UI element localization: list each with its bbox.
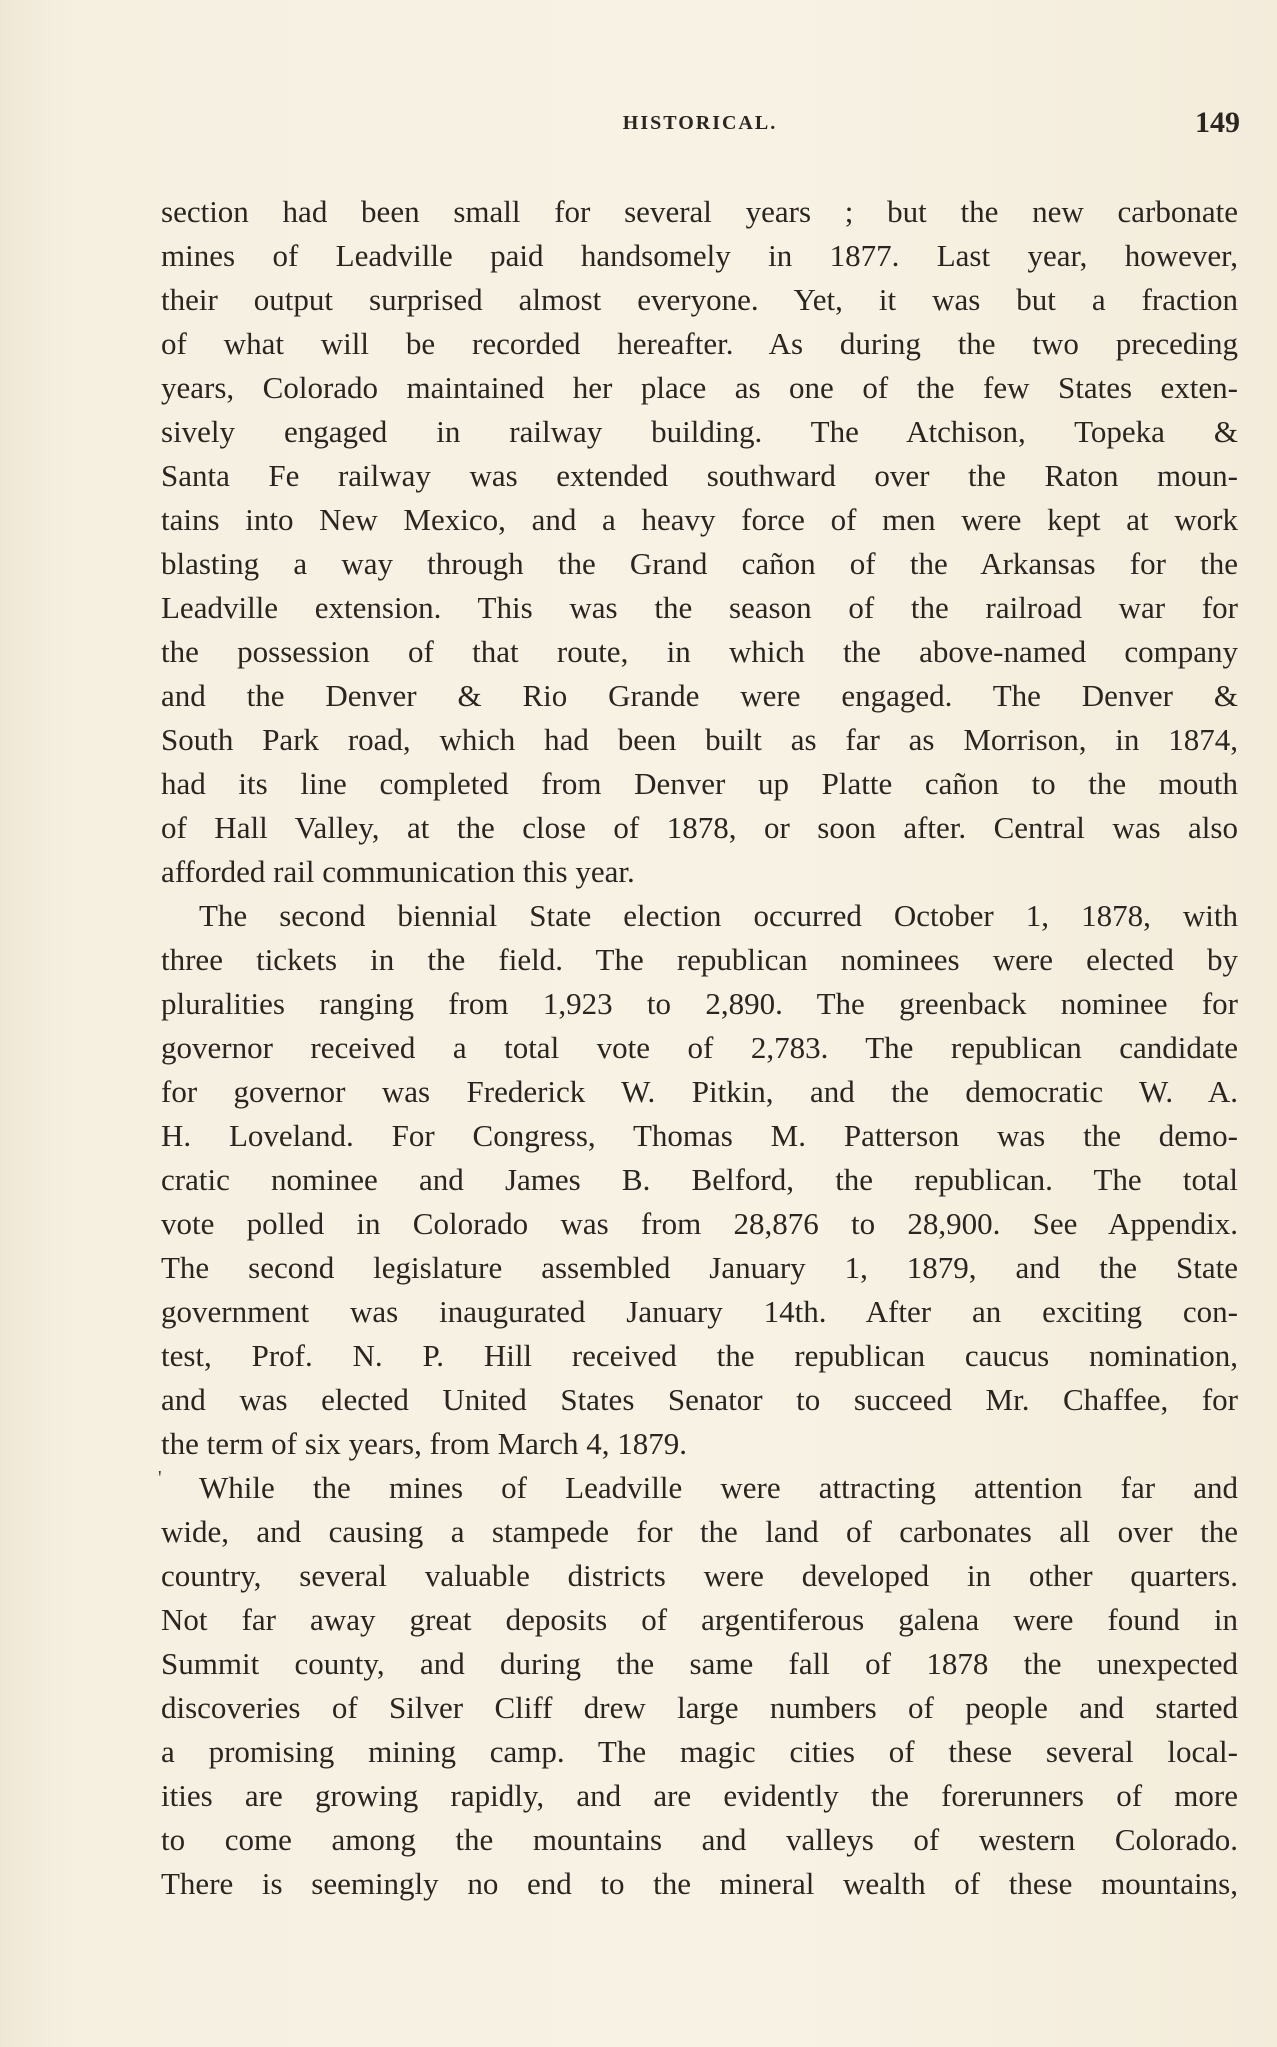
text-line: for governor was Frederick W. Pitkin, and the democratic W. A. xyxy=(161,1074,1238,1109)
running-title: HISTORICAL. xyxy=(622,112,778,134)
text-line: Not far away great deposits of argentiferous galena were found in xyxy=(161,1602,1238,1637)
text-line: of Hall Valley, at the close of 1878, or soon after. Central was also xyxy=(161,810,1238,845)
text-line: a promising mining camp. The magic cities of these several local- xyxy=(161,1734,1238,1769)
text-line: While the mines of Leadville were attracting attention far and xyxy=(199,1470,1238,1505)
text-line: years, Colorado maintained her place as one of the few States exten- xyxy=(161,370,1238,405)
body-text xyxy=(161,190,1238,1906)
text-line: tains into New Mexico, and a heavy force of men were kept at work xyxy=(161,502,1238,537)
text-line: three tickets in the field. The republican nominees were elected by xyxy=(161,942,1238,977)
text-line: discoveries of Silver Cliff drew large numbers of people and started xyxy=(161,1690,1238,1725)
paragraph-2 xyxy=(161,894,1238,1466)
paragraph-3 xyxy=(161,1466,1238,1906)
text-line: pluralities ranging from 1,923 to 2,890. The greenback nominee for xyxy=(161,986,1238,1021)
running-header xyxy=(160,106,1240,152)
text-line: sively engaged in railway building. The Atchison, Topeka & xyxy=(161,414,1238,449)
margin-mark: ' xyxy=(158,1467,162,1489)
text-line: wide, and causing a stampede for the land of carbonates all over the xyxy=(161,1514,1238,1549)
text-line: country, several valuable districts were developed in other quarters. xyxy=(161,1558,1238,1593)
text-line: to come among the mountains and valleys of western Colorado. xyxy=(161,1822,1238,1857)
text-line: The second legislature assembled January 1, 1879, and the State xyxy=(161,1250,1238,1285)
text-line: The second biennial State election occurred October 1, 1878, with xyxy=(199,898,1238,933)
text-line: their output surprised almost everyone. Yet, it was but a fraction xyxy=(161,282,1238,317)
text-line: and was elected United States Senator to succeed Mr. Chaffee, for xyxy=(161,1382,1238,1417)
text-line: mines of Leadville paid handsomely in 1877. Last year, however, xyxy=(161,238,1238,273)
text-line: afforded rail communication this year. xyxy=(161,854,635,889)
text-line: H. Loveland. For Congress, Thomas M. Patterson was the demo- xyxy=(161,1118,1238,1153)
text-line: There is seemingly no end to the mineral wealth of these mountains, xyxy=(161,1866,1238,1901)
text-line: government was inaugurated January 14th. After an exciting con- xyxy=(161,1294,1238,1329)
text-line: South Park road, which had been built as far as Morrison, in 1874, xyxy=(161,722,1238,757)
text-line: blasting a way through the Grand cañon of the Arkansas for the xyxy=(161,546,1238,581)
page-number: 149 xyxy=(1195,106,1240,139)
text-line: test, Prof. N. P. Hill received the republican caucus nomination, xyxy=(161,1338,1238,1373)
text-line: governor received a total vote of 2,783. The republican candidate xyxy=(161,1030,1238,1065)
text-line: cratic nominee and James B. Belford, the republican. The total xyxy=(161,1162,1238,1197)
text-line: Santa Fe railway was extended southward over the Raton moun- xyxy=(161,458,1238,493)
text-line: had its line completed from Denver up Platte cañon to the mouth xyxy=(161,766,1238,801)
text-line: Leadville extension. This was the season of the railroad war for xyxy=(161,590,1238,625)
text-line: section had been small for several years ; but the new carbonate xyxy=(161,194,1238,229)
text-line: the term of six years, from March 4, 1879. xyxy=(161,1426,688,1461)
text-line: the possession of that route, in which the above-named company xyxy=(161,634,1238,669)
text-line: vote polled in Colorado was from 28,876 to 28,900. See Appendix. xyxy=(161,1206,1238,1241)
text-line: Summit county, and during the same fall of 1878 the unexpected xyxy=(161,1646,1238,1681)
text-line: ities are growing rapidly, and are evidently the forerunners of more xyxy=(161,1778,1238,1813)
text-line: of what will be recorded hereafter. As during the two preceding xyxy=(161,326,1238,361)
paragraph-1 xyxy=(161,190,1238,894)
text-line: and the Denver & Rio Grande were engaged. The Denver & xyxy=(161,678,1238,713)
